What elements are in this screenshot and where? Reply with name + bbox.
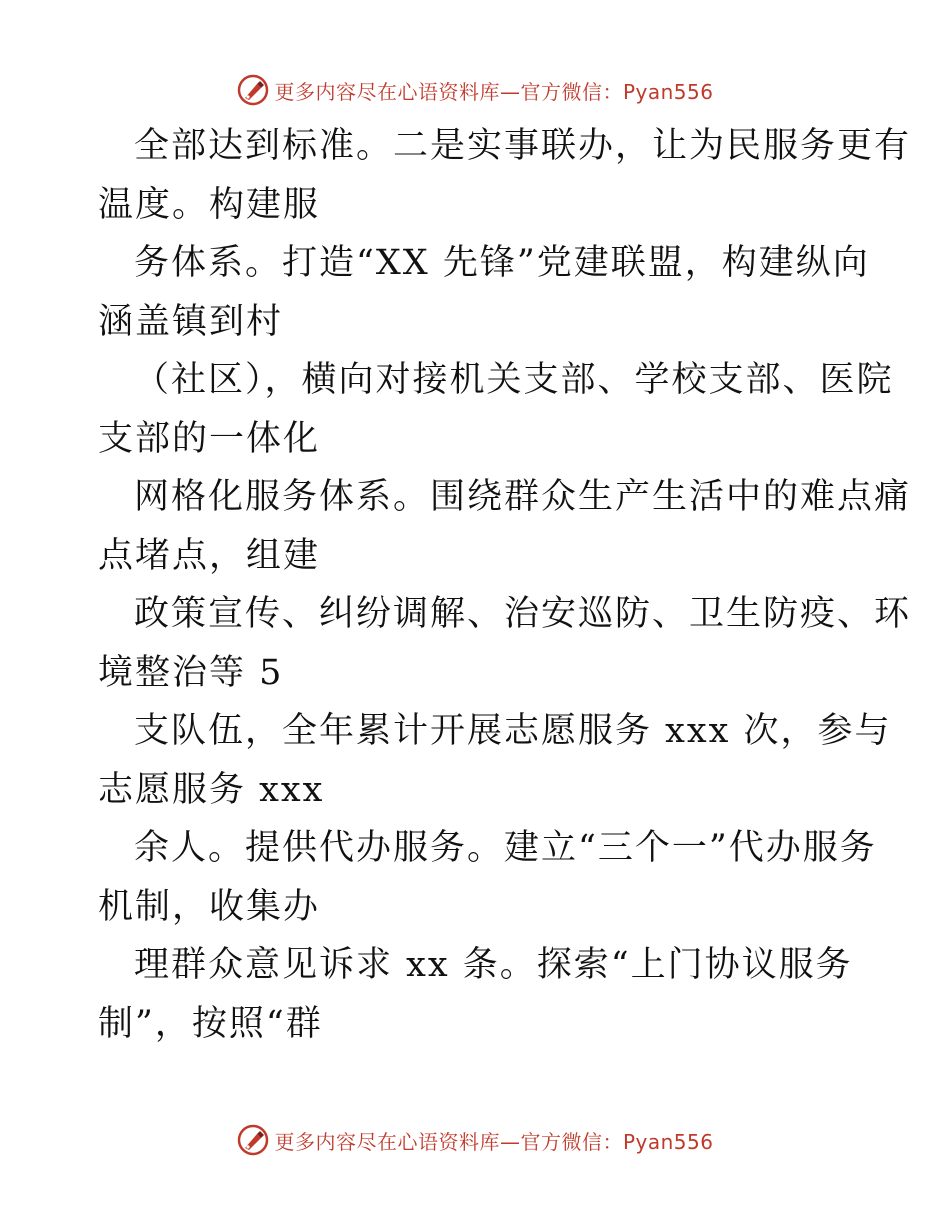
text-line: （社区），横向对接机关支部、学校支部、医院 — [134, 360, 894, 400]
text-line: 网格化服务体系。围绕群众生产生活中的难点痛 — [134, 477, 912, 517]
header-watermark-text: 更多内容尽在心语资料库—官方微信：Pyan556 — [274, 79, 714, 104]
text-line: 理群众意见诉求 xx 条。探索“上门协议服务 — [134, 945, 853, 985]
text-line: 政策宣传、纠纷调解、治安巡防、卫生防疫、环 — [134, 594, 912, 634]
pen-nib-icon — [236, 1123, 270, 1157]
header-watermark — [0, 70, 950, 110]
footer-watermark — [0, 1120, 950, 1160]
text-line: 支队伍，全年累计开展志愿服务 xxx 次，参与 — [134, 711, 892, 751]
text-line: 制”，按照“群 — [98, 1003, 323, 1044]
text-line: 点堵点，组建 — [98, 535, 321, 576]
text-line: 志愿服务 xxx — [98, 769, 325, 810]
text-line: 温度。构建服 — [98, 184, 321, 225]
text-line: 机制，收集办 — [98, 886, 321, 927]
text-line: 全部达到标准。二是实事联办，让为民服务更有 — [134, 126, 912, 166]
document-body — [98, 117, 912, 1053]
pen-nib-icon — [236, 73, 270, 107]
text-line: 余人。提供代办服务。建立“三个一”代办服务 — [134, 828, 877, 868]
text-line: 务体系。打造“XX 先锋”党建联盟，构建纵向 — [134, 243, 870, 283]
text-line: 涵盖镇到村 — [98, 301, 284, 342]
text-line: 支部的一体化 — [98, 418, 321, 459]
footer-watermark-text: 更多内容尽在心语资料库—官方微信：Pyan556 — [274, 1129, 714, 1154]
text-line: 境整治等 5 — [98, 652, 284, 693]
